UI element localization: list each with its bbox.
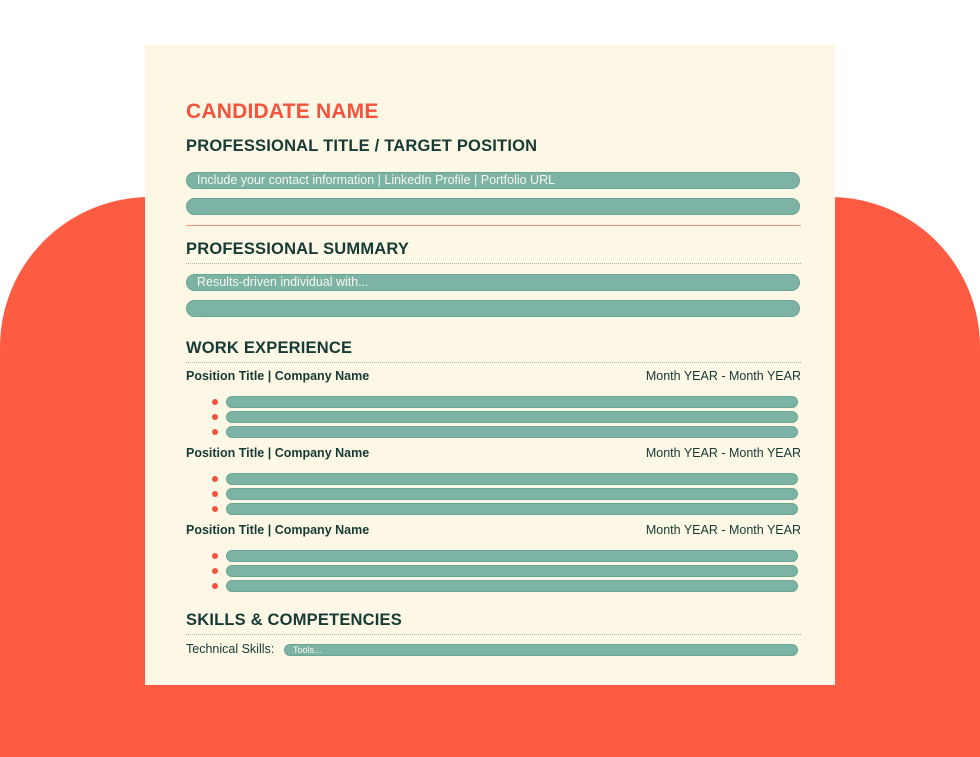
bullet-bar — [226, 580, 798, 592]
skills-divider — [186, 634, 801, 635]
contact-info-bar — [186, 172, 800, 189]
bullet-bar — [226, 411, 798, 423]
technical-skills-text: Tools... — [293, 645, 322, 655]
bullet-dot — [212, 506, 218, 512]
employment-dates: Month YEAR - Month YEAR — [645, 523, 801, 537]
bullet-dot — [212, 476, 218, 482]
employment-dates: Month YEAR - Month YEAR — [645, 369, 801, 383]
bullet-dot — [212, 568, 218, 574]
summary-divider — [186, 263, 801, 264]
bullet-bar — [226, 503, 798, 515]
candidate-name: CANDIDATE NAME — [186, 100, 379, 123]
bullet-dot — [212, 553, 218, 559]
contact-info-bar-2 — [186, 198, 800, 215]
bullet-bar — [226, 488, 798, 500]
summary-text: Results-driven individual with... — [197, 275, 369, 289]
bullet-bar — [226, 426, 798, 438]
bullet-dot — [212, 399, 218, 405]
bullet-dot — [212, 429, 218, 435]
bullet-bar — [226, 565, 798, 577]
work-experience-heading: WORK EXPERIENCE — [186, 339, 353, 357]
technical-skills-bar — [284, 644, 798, 656]
bullet-dot — [212, 414, 218, 420]
summary-heading: PROFESSIONAL SUMMARY — [186, 240, 410, 258]
bullet-bar — [226, 396, 798, 408]
bullet-bar — [226, 473, 798, 485]
position-title: Position Title | Company Name — [186, 369, 370, 383]
bullet-dot — [212, 491, 218, 497]
professional-title: PROFESSIONAL TITLE / TARGET POSITION — [186, 137, 538, 155]
position-title: Position Title | Company Name — [186, 523, 370, 537]
employment-dates: Month YEAR - Month YEAR — [645, 446, 801, 460]
bullet-dot — [212, 583, 218, 589]
work-experience-divider — [186, 362, 801, 363]
summary-bar — [186, 274, 800, 291]
position-title: Position Title | Company Name — [186, 446, 370, 460]
resume-page — [145, 45, 835, 685]
bullet-bar — [226, 550, 798, 562]
technical-skills-label: Technical Skills: — [186, 642, 275, 656]
skills-heading: SKILLS & COMPETENCIES — [186, 611, 402, 629]
summary-bar-2 — [186, 300, 800, 317]
header-divider — [186, 225, 801, 226]
contact-info-text: Include your contact information | LinkedIn Profile | Portfolio URL — [197, 173, 556, 187]
